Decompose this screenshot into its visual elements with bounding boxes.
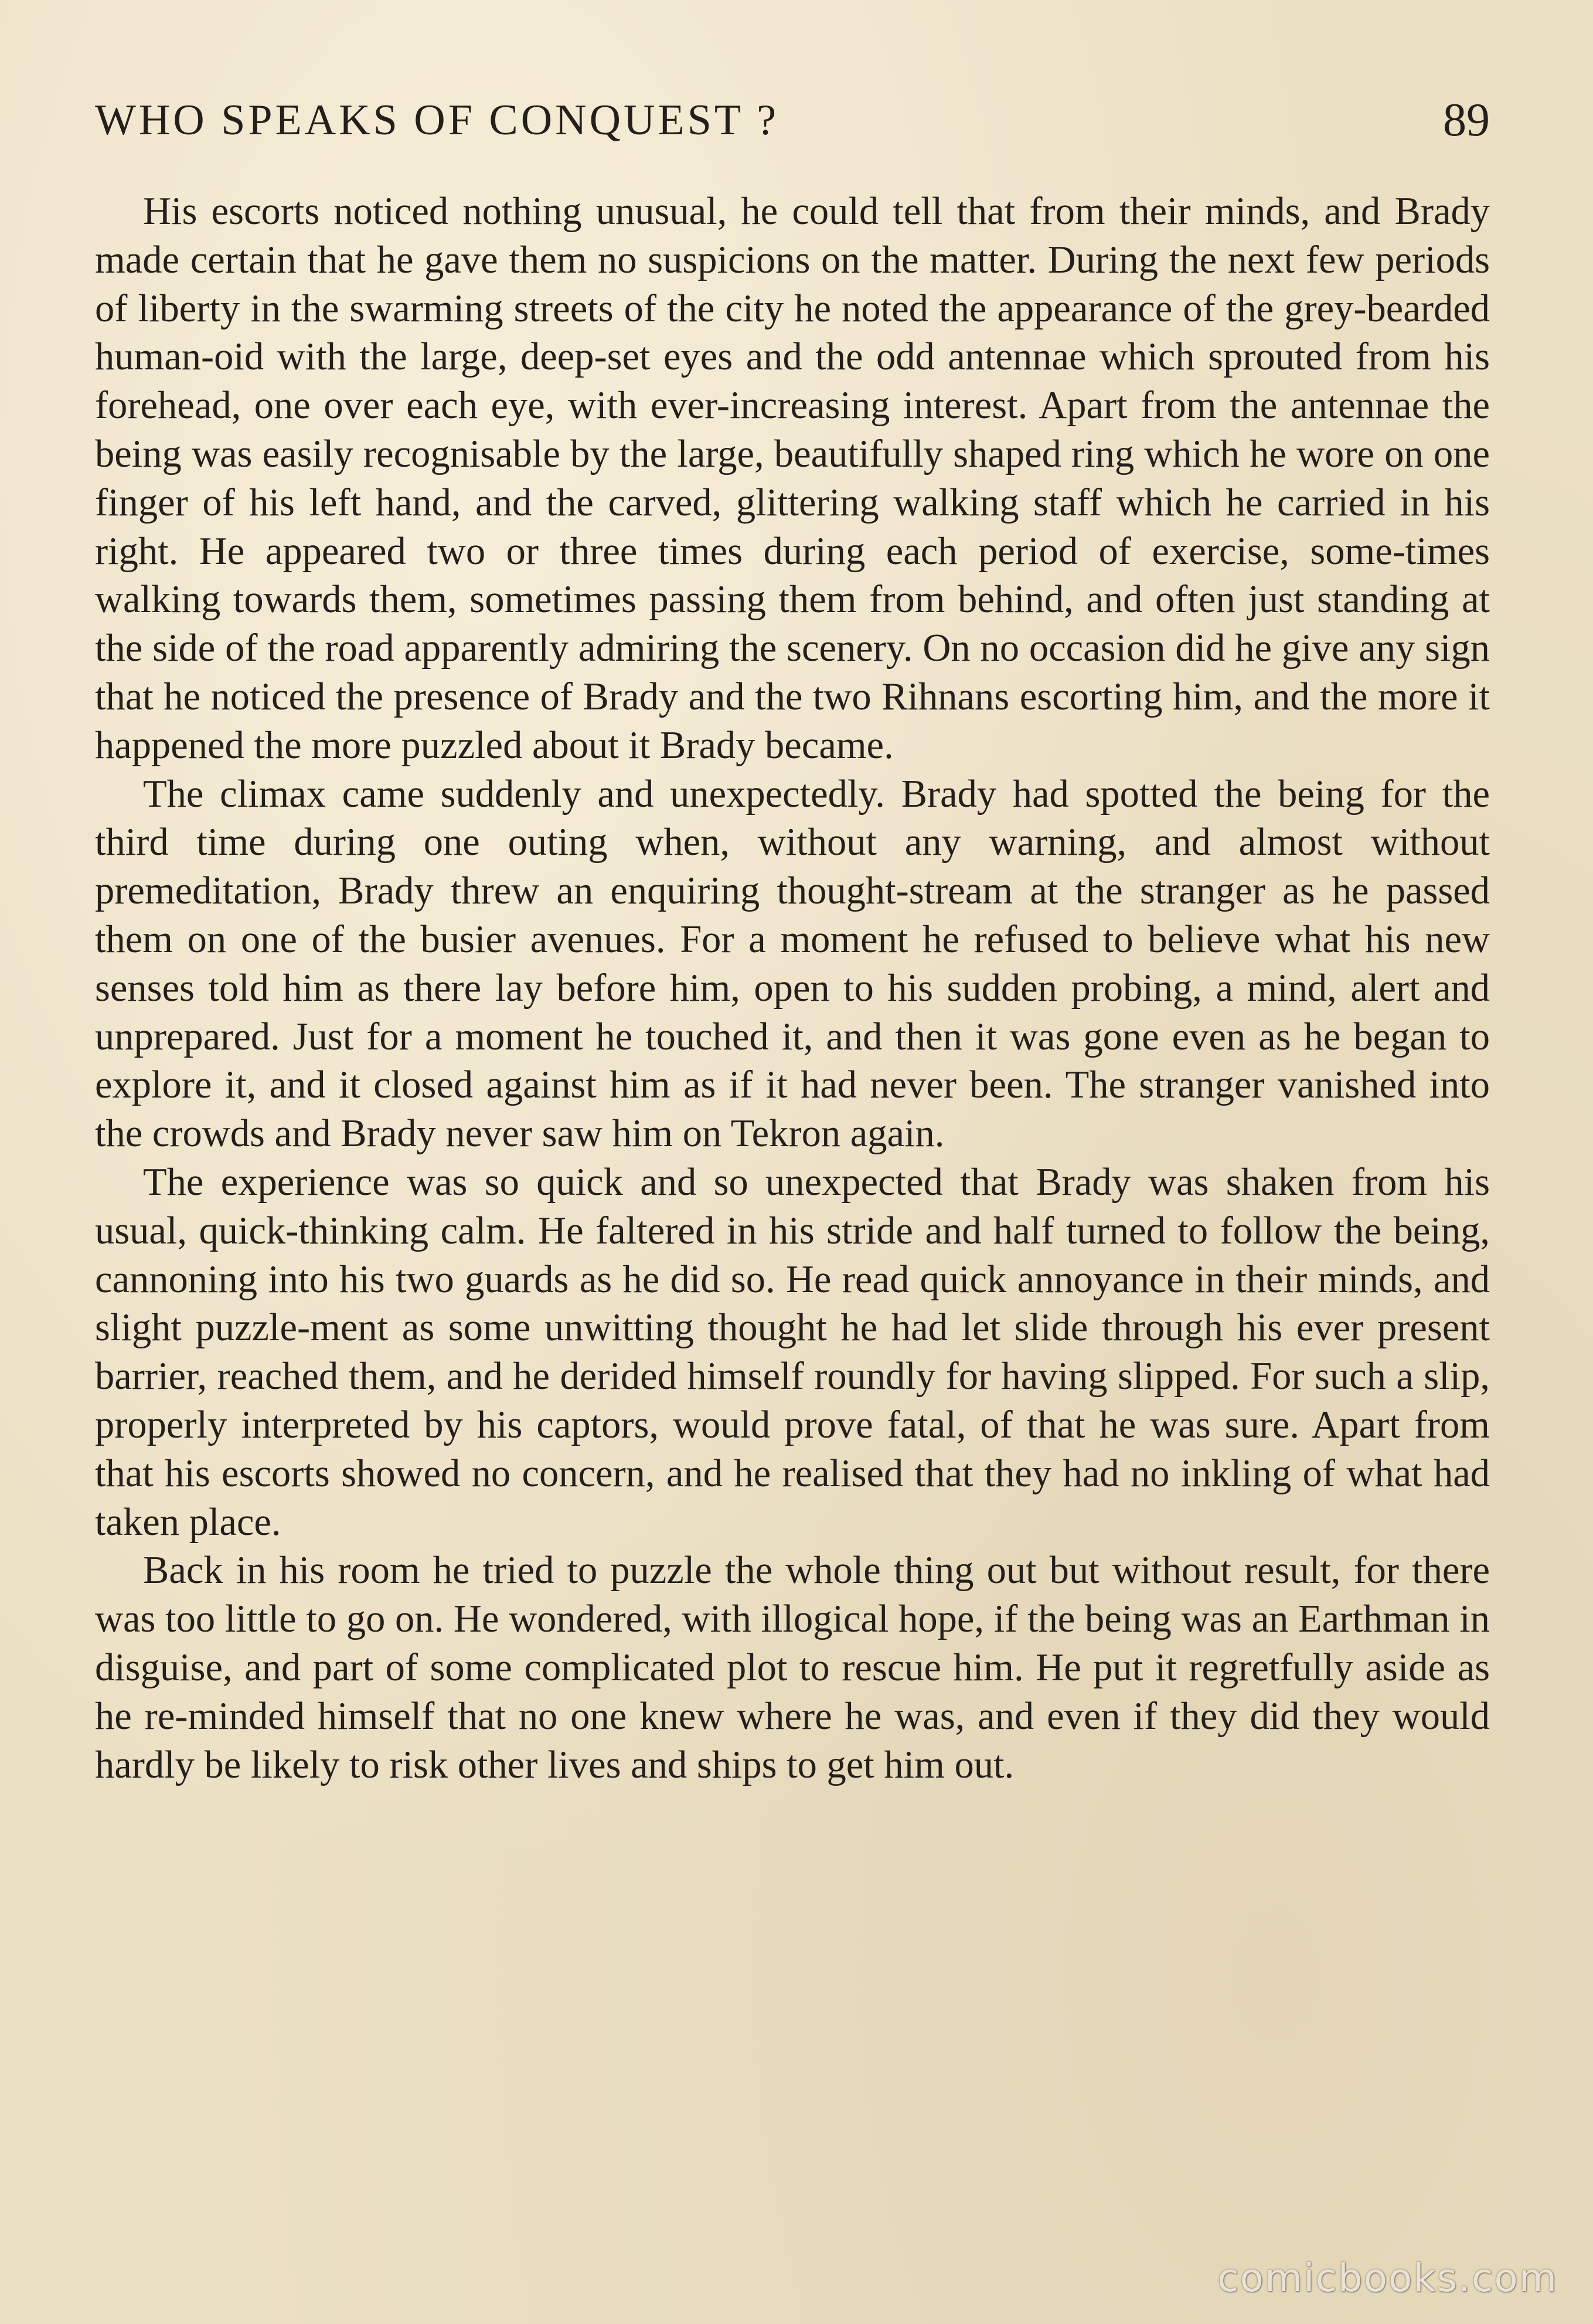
paragraph: The experience was so quick and so unexpected that Brady was shaken from his usual, quick-thinking calm. He faltered in his stride and half turned to follow the being, cannoning into his two guards as he did so. He read quick annoyance in their minds, and slight puzzle-ment as some unwitting thought he had let slide through his ever present barrier, reached them, and he derided himself roundly for having slipped. For such a slip, properly interpreted by his captors, would prove fatal, of that he was sure. Apart from that his escorts showed no concern, and he realised that they had no inkling of what had taken place. <box>95 1160 1490 1544</box>
page-header <box>95 88 1490 152</box>
paragraph: The climax came suddenly and unexpectedly. Brady had spotted the being for the third time during one outing when, without any warning, and almost without premeditation, Brady threw an enquiring thought-stream at the stranger as he passed them on one of the busier avenues. For a moment he refused to believe what his new senses told him as there lay before him, open to his sudden probing, a mind, alert and unprepared. Just for a moment he touched it, and then it was gone even as he began to explore it, and it closed against him as if it had never been. The stranger vanished into the crowds and Brady never saw him on Tekron again. <box>95 772 1490 1156</box>
paragraph: His escorts noticed nothing unusual, he could tell that from their minds, and Brady made certain that he gave them no suspicions on the matter. During the next few periods of liberty in the swarming streets of the city he noted the appearance of the grey-bearded human-oid with the large, deep-set eyes and the odd antennae which sprouted from his forehead, one over each eye, with ever-increasing interest. Apart from the antennae the being was easily recognisable by the large, beautifully shaped ring which he wore on one finger of his left hand, and the carved, glittering walking staff which he carried in his right. He appeared two or three times during each period of exercise, some-times walking towards them, sometimes passing them from behind, and often just standing at the side of the road apparently admiring the scenery. On no occasion did he give any sign that he noticed the presence of Brady and the two Rihnans escorting him, and the more it happened the more puzzled about it Brady became. <box>95 190 1490 767</box>
running-title: WHO SPEAKS OF CONQUEST ? <box>95 96 780 144</box>
site-watermark: comicbooks.com <box>1217 2255 1558 2301</box>
body-text <box>95 188 1490 1789</box>
paragraph: Back in his room he tried to puzzle the whole thing out but without result, for there was too little to go on. He wondered, with illogical hope, if the being was an Earthman in disguise, and part of some complicated plot to rescue him. He put it regretfully aside as he re-minded himself that no one knew where he was, and even if they did they would hardly be likely to risk other lives and ships to get him out. <box>95 1549 1490 1786</box>
page-number: 89 <box>1443 94 1490 146</box>
